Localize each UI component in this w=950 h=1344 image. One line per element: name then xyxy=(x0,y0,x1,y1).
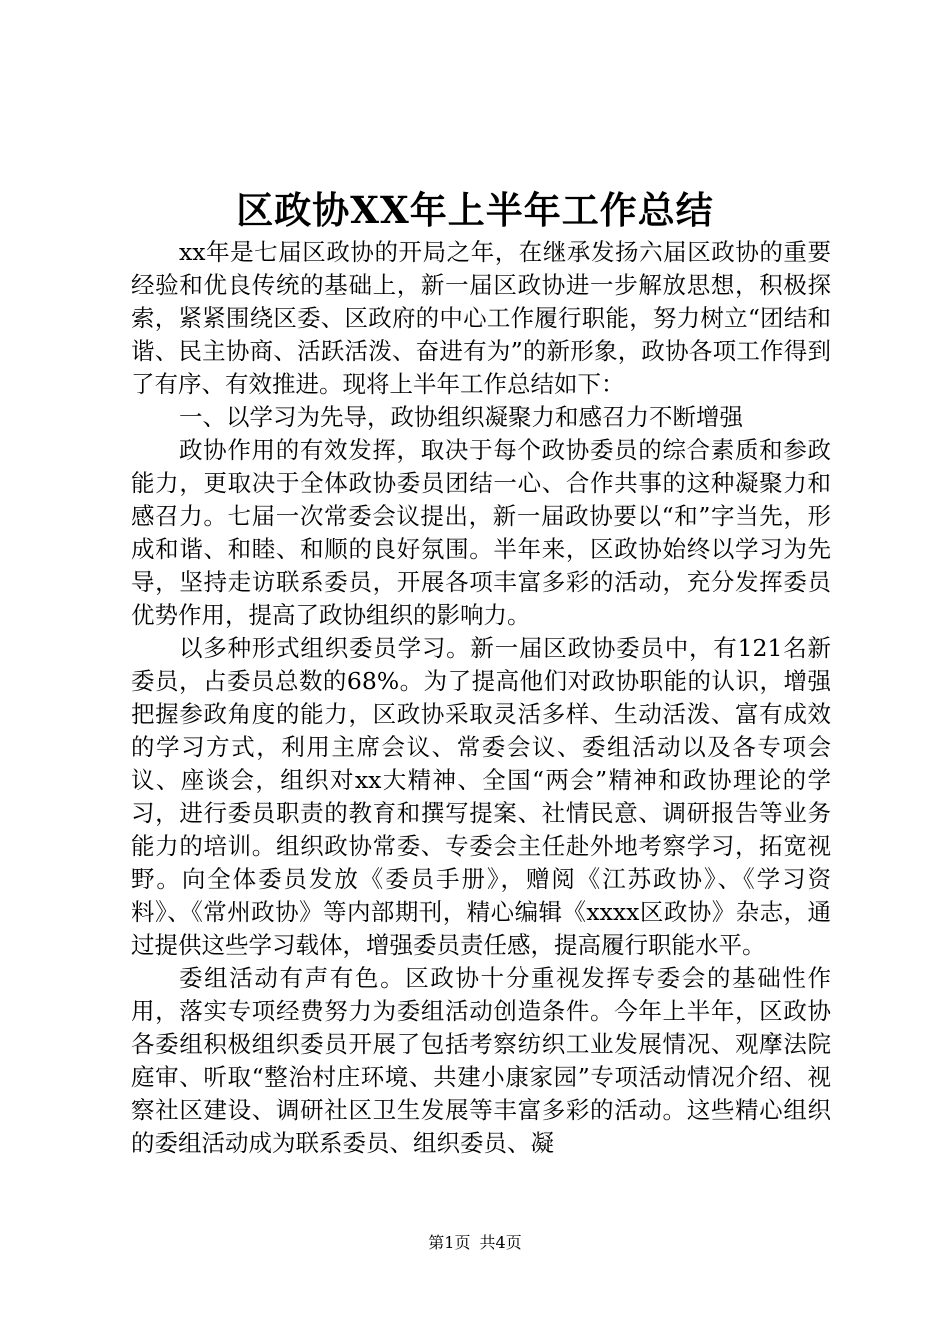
document-body xyxy=(131,236,831,1160)
paragraph-intro: xx年是七届区政协的开局之年，在继承发扬六届区政协的重要经验和优良传统的基础上，新一届区政协进一步解放思想，积极探索，紧紧围绕区委、区政府的中心工作履行职能，努力树立“团结和谐、民主协商、活跃活泼、奋进有为”的新形象，政协各项工作得到了有序、有效推进。现将上半年工作总结如下： xyxy=(131,238,831,398)
page-footer xyxy=(0,1232,950,1254)
section-heading-1: 一、以学习为先导，政协组织凝聚力和感召力不断增强 xyxy=(179,403,743,431)
document-title: 区政协XX年上半年工作总结 xyxy=(236,188,714,232)
page-number: 第1页 xyxy=(428,1233,471,1252)
paragraph-committee-activities: 委组活动有声有色。区政协十分重视发挥专委会的基础性作用，落实专项经费努力为委组活动创造条件。今年上半年，区政协各委组积极组织委员开展了包括考察纺织工业发展情况、观摩法院庭审、听取“整治村庄环境、共建小康家园”专项活动情况介绍、视察社区建设、调研社区卫生发展等丰富多彩的活动。这些精心组织的委组活动成为联系委员、组织委员、凝 xyxy=(131,964,831,1157)
paragraph-cohesion: 政协作用的有效发挥，取决于每个政协委员的综合素质和参政能力，更取决于全体政协委员团结一心、合作共事的这种凝聚力和感召力。七届一次常委会议提出，新一届政协要以“和”字当先，形成和谐、和睦、和顺的良好氛围。半年来，区政协始终以学习为先导，坚持走访联系委员，开展各项丰富多彩的活动，充分发挥委员优势作用，提高了政协组织的影响力。 xyxy=(131,436,831,629)
paragraph-study: 以多种形式组织委员学习。新一届区政协委员中，有121名新委员，占委员总数的68%。为了提高他们对政协职能的认识，增强把握参政角度的能力，区政协采取灵活多样、生动活泼、富有成效的学习方式，利用主席会议、常委会议、委组活动以及各专项会议、座谈会，组织对xx大精神、全国“两会”精神和政协理论的学习，进行委员职责的教育和撰写提案、社情民意、调研报告等业务能力的培训。组织政协常委、专委会主任赴外地考察学习，拓宽视野。向全体委员发放《委员手册》，赠阅《江苏政协》、《学习资料》、《常州政协》等内部期刊，精心编辑《xxxx区政协》杂志，通过提供这些学习载体，增强委员责任感，提高履行职能水平。 xyxy=(131,634,831,959)
page-total: 共4页 xyxy=(479,1233,522,1252)
